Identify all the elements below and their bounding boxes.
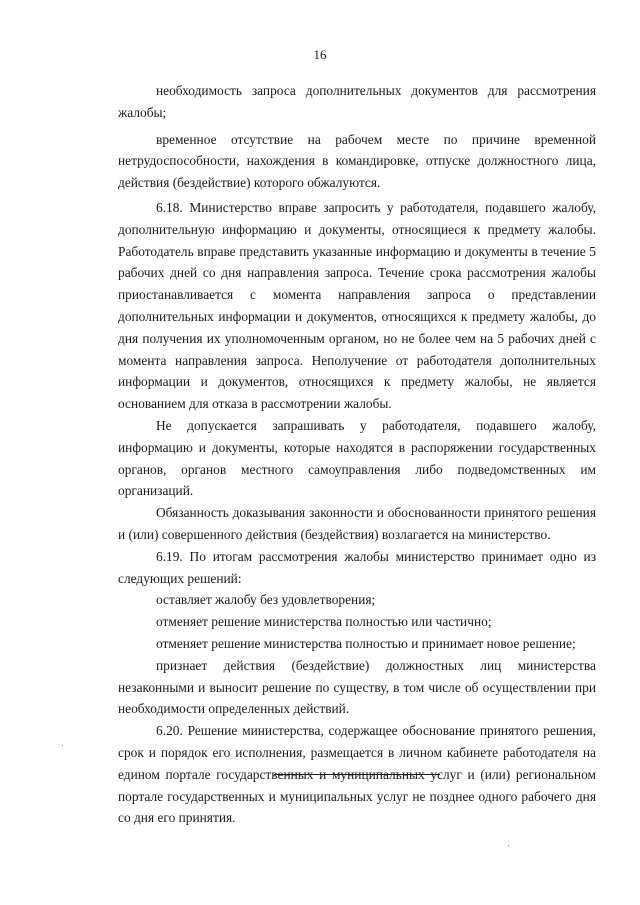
paragraph-6-18: 6.18. Министерство вправе запросить у работодателя, подавшего жалобу, дополнительную информацию и документы, относящиеся к предмету жалобы. Работодатель вправе представить указанные информацию и документы в течение 5 рабочих дней со дня направления запроса. Течение срока рассмотрения жалобы приостанавливается с момента направления запроса о представлении дополнительных информации и документов, относящихся к предмету жалобы, до дня получения их уполномоченным органом, но не более чем на 5 рабочих дней с момента направления запроса. Неполучение от работодателя дополнительных информации и документов, относящихся к предмету жалобы, не является основанием для отказа в рассмотрении жалобы. — [118, 199, 596, 412]
document-body — [118, 80, 596, 829]
paragraph-6-20: 6.20. Решение министерства, содержащее обоснование принятого решения, срок и порядок его исполнения, размещается в личном кабинете работодателя на едином портале государственных и муниципальных услуг и (или) региональном портале государственных и муниципальных услуг не позднее одного рабочего дня со дня его принятия. — [118, 723, 596, 826]
list-item-additional-documents: необходимость запроса дополнительных документов для рассмотрения жалобы; — [118, 83, 596, 120]
list-item-temporary-absence: временное отсутствие на рабочем месте по причине временной нетрудоспособности, нахождения в командировке, отпуске должностного лица, действия (бездействие) которого обжалуются. — [118, 131, 596, 191]
paragraph-burden-of-proof: Обязанность доказывания законности и обоснованности принятого решения и (или) совершенного действия (бездействия) возлагается на министерство. — [118, 505, 596, 542]
scan-speck — [62, 745, 63, 746]
scan-speck — [512, 520, 513, 521]
decision-item-cancel-partial: отменяет решение министерства полностью или частично; — [156, 614, 492, 630]
decision-item-reject: оставляет жалобу без удовлетворения; — [156, 592, 376, 608]
decision-item-unlawful: признает действия (бездействие) должностных лиц министерства незаконными и выносит решение по существу, в том числе об осуществлении при необходимости определенных действий. — [118, 657, 596, 717]
scan-speck — [508, 845, 509, 846]
paragraph-no-request: Не допускается запрашивать у работодателя, подавшего жалобу, информацию и документы, которые находятся в распоряжении государственных органов, органов местного самоуправления либо подведомственных им организаций. — [118, 417, 596, 499]
decision-item-cancel-new: отменяет решение министерства полностью и принимает новое решение; — [156, 635, 576, 651]
end-of-document-rule — [274, 774, 440, 775]
paragraph-6-19: 6.19. По итогам рассмотрения жалобы министерство принимает одно из следующих решений: — [118, 548, 596, 586]
page-number: 16 — [313, 47, 327, 62]
